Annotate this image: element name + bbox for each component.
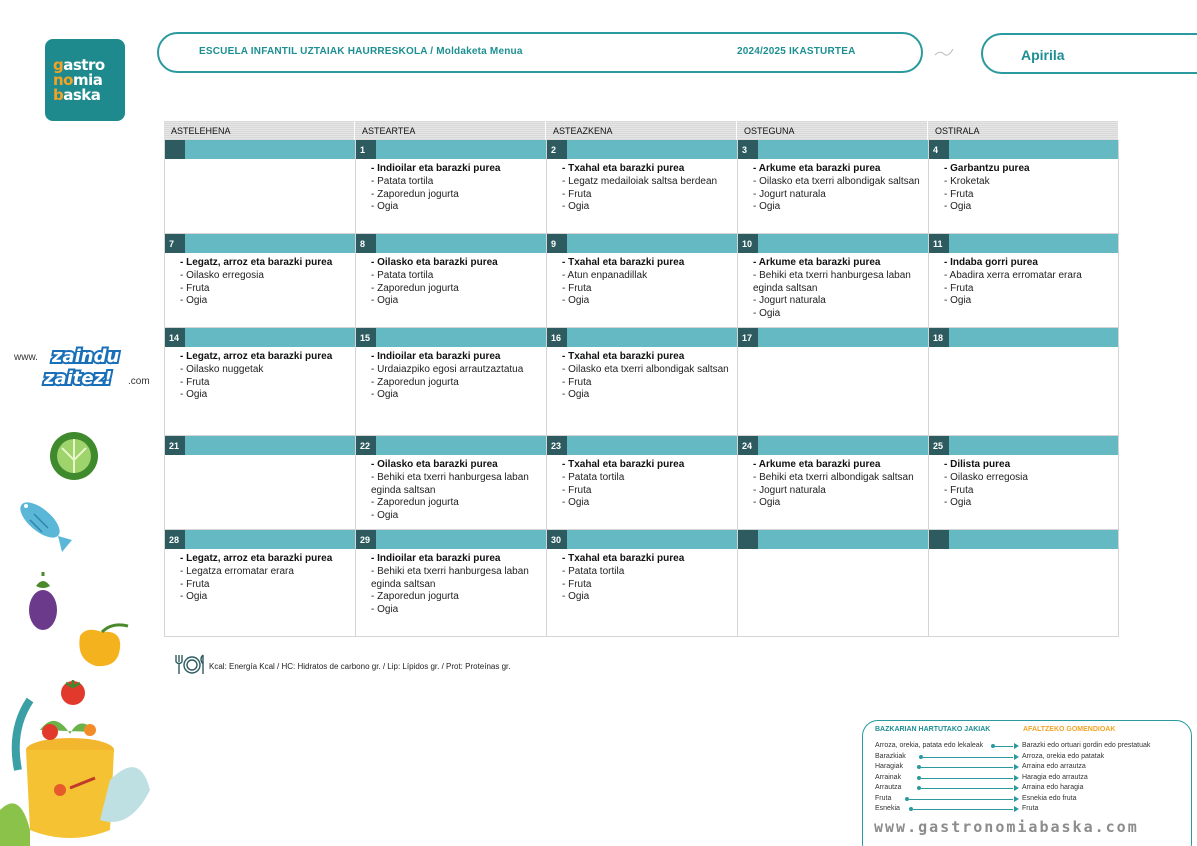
day-number-bar — [547, 530, 737, 549]
zaindu-word: zaindu — [52, 346, 120, 367]
menu-item: - Fruta — [944, 484, 974, 496]
school-title: ESCUELA INFANTIL UZTAIAK HAURRESKOLA / Moldaketa Menua — [199, 46, 523, 57]
day-number — [929, 530, 949, 549]
day-number-bar — [356, 328, 546, 347]
menu-item: - Jogurt naturala — [753, 188, 826, 200]
connector-line — [921, 778, 1013, 779]
logo-letter: g — [53, 55, 64, 74]
day-cell — [737, 436, 928, 530]
lunch-food: Esnekia — [875, 805, 900, 812]
day-number: 2 — [547, 140, 567, 159]
menu-item: - Ogia — [753, 201, 781, 213]
menu-item: - Abadira xerra erromatar erara — [944, 269, 1082, 281]
connector-line — [909, 799, 1013, 800]
menu-item: - Zaporedun jogurta — [371, 282, 459, 294]
day-number: 8 — [356, 234, 376, 253]
day-cell — [355, 234, 546, 328]
lunch-food: Arroza, orekia, patata edo lekaleak — [875, 742, 984, 749]
day-menu — [547, 549, 737, 636]
logo-letter: no — [53, 70, 73, 89]
day-cell — [546, 436, 737, 530]
dinner-suggestion: Esnekia edo fruta — [1022, 794, 1077, 802]
day-menu — [547, 159, 737, 233]
day-number: 14 — [165, 328, 185, 347]
day-menu — [165, 347, 355, 435]
day-menu — [929, 455, 1118, 529]
main-dish: - Txahal eta barazki purea — [562, 553, 685, 564]
main-dish: - Oilasko eta barazki purea — [371, 257, 498, 268]
lunch-food: Fruta — [875, 794, 892, 802]
menu-item: - Ogia — [371, 201, 399, 213]
menu-item: - Ogia — [562, 295, 590, 307]
day-number: 30 — [547, 530, 567, 549]
menu-item: - Ogia — [944, 295, 972, 307]
dinner-suggestion: Arraina edo arrautza — [1022, 763, 1086, 770]
menu-item: - Fruta — [562, 578, 592, 590]
day-menu — [929, 253, 1118, 327]
recommendation-row — [875, 774, 1175, 784]
menu-item: - Ogia — [180, 295, 208, 307]
menu-item: - Oilasko eta txerri albondigak saltsan — [753, 175, 920, 187]
day-number-bar — [165, 436, 355, 455]
lunch-foods-title: BAZKARIAN HARTUTAKO JAKIAK — [875, 726, 991, 733]
day-number: 17 — [738, 328, 758, 347]
day-cell — [737, 234, 928, 328]
menu-item: - Ogia — [562, 389, 590, 401]
menu-item: - Legatza erromatar erara — [180, 565, 294, 577]
menu-item: - Ogia — [944, 497, 972, 509]
main-dish: - Dilista purea — [944, 459, 1011, 470]
day-cell — [164, 234, 355, 328]
dinner-suggestions-title: AFALTZEKO GOMENDIOAK — [1023, 726, 1116, 733]
menu-item: - Behiki eta txerri hanburgesa laban eginda saltsan — [753, 269, 911, 294]
cooking-pot-illustration — [0, 690, 150, 846]
day-menu — [356, 253, 546, 327]
arrow-right-icon — [1014, 775, 1019, 781]
lunch-food: Arrautza — [875, 784, 902, 791]
day-menu — [547, 347, 737, 435]
day-number: 16 — [547, 328, 567, 347]
lunch-food: Arrainak — [875, 773, 902, 781]
day-number-bar — [929, 530, 1118, 549]
menu-item: - Ogia — [753, 308, 781, 320]
arrow-right-icon — [1014, 806, 1019, 812]
day-cell — [928, 436, 1119, 530]
day-number-bar — [738, 140, 928, 159]
pepper-icon — [72, 620, 132, 670]
fish-icon — [12, 492, 76, 556]
connector-line — [921, 767, 1013, 768]
calendar-week — [164, 436, 1119, 530]
day-cell — [164, 530, 355, 637]
logo-line — [53, 85, 125, 104]
day-number: 25 — [929, 436, 949, 455]
month-title: Apirila — [1021, 47, 1065, 63]
menu-item: - Oilasko nuggetak — [180, 363, 264, 375]
menu-item: - Patata tortila — [562, 471, 625, 483]
day-menu — [929, 159, 1118, 233]
nutrition-legend: Kcal: Energía Kcal / HC: Hidratos de carbono gr. / Lip: Lípidos gr. / Prot: Proteínas gr. — [209, 662, 511, 671]
day-number — [738, 530, 758, 549]
day-number: 11 — [929, 234, 949, 253]
menu-item: - Fruta — [562, 282, 592, 294]
day-number — [165, 140, 185, 159]
main-dish: - Txahal eta barazki purea — [562, 163, 685, 174]
day-number: 21 — [165, 436, 185, 455]
month-banner — [981, 33, 1197, 74]
day-cell — [928, 328, 1119, 436]
day-number: 9 — [547, 234, 567, 253]
menu-item: - Zaporedun jogurta — [371, 376, 459, 388]
day-menu — [165, 159, 355, 233]
cutlery-plate-icon — [173, 653, 205, 675]
day-cell — [546, 328, 737, 436]
menu-item: - Ogia — [371, 389, 399, 401]
menu-item: - Zaporedun jogurta — [371, 497, 459, 509]
logo-letter: b — [53, 85, 64, 104]
menu-item: - Ogia — [180, 389, 208, 401]
day-cell — [355, 530, 546, 637]
menu-item: - Patata tortila — [562, 565, 625, 577]
day-menu — [929, 549, 1118, 636]
zaitez-word: zaitez! — [44, 368, 113, 389]
weekday-label: OSTIRALA — [928, 121, 1119, 140]
arrow-right-icon — [1014, 785, 1019, 791]
menu-item: - Oilasko eta txerri albondigak saltsan — [562, 363, 729, 375]
arrow-right-icon — [1014, 796, 1019, 802]
recommendation-row — [875, 795, 1175, 805]
day-cell — [355, 328, 546, 436]
arrow-right-icon — [1014, 754, 1019, 760]
website-url[interactable]: www.gastronomiabaska.com — [874, 818, 1139, 836]
day-menu — [547, 455, 737, 529]
logo-text: mia — [72, 70, 103, 89]
menu-item: - Legatz medailoiak saltsa berdean — [562, 175, 718, 187]
day-number-bar — [165, 234, 355, 253]
day-menu — [165, 549, 355, 636]
zaindu-suffix: .com — [128, 376, 150, 387]
header-banner — [157, 32, 923, 73]
main-dish: - Arkume eta barazki purea — [753, 459, 881, 470]
calendar-week — [164, 328, 1119, 436]
menu-item: - Ogia — [562, 201, 590, 213]
menu-item: - Ogia — [371, 295, 399, 307]
main-dish: - Txahal eta barazki purea — [562, 459, 685, 470]
main-dish: - Txahal eta barazki purea — [562, 257, 685, 268]
scribble-icon — [934, 46, 954, 58]
main-dish: - Indioilar eta barazki purea — [371, 553, 501, 564]
lunch-food: Haragiak — [875, 763, 904, 770]
menu-item: - Urdaiazpiko egosi arrautzaztatua — [371, 363, 524, 375]
day-cell — [928, 140, 1119, 234]
menu-item: - Ogia — [371, 604, 399, 616]
recommendation-row — [875, 742, 1175, 752]
day-cell — [546, 234, 737, 328]
zaindu-zaitez-logo — [14, 340, 152, 400]
menu-item: - Behiki eta txerri hanburgesa laban eginda saltsan — [371, 565, 529, 590]
recommendation-row — [875, 805, 1175, 815]
gastronomia-baska-logo — [45, 39, 125, 121]
menu-item: - Ogia — [371, 510, 399, 522]
main-dish: - Legatz, arroz eta barazki purea — [180, 351, 333, 362]
logo-text: astro — [63, 55, 105, 74]
menu-item: - Patata tortila — [371, 269, 434, 281]
menu-item: - Kroketak — [944, 175, 990, 187]
menu-item: - Atun enpanadillak — [562, 269, 648, 281]
main-dish: - Indioilar eta barazki purea — [371, 351, 501, 362]
lettuce-icon — [48, 430, 100, 482]
menu-item: - Ogia — [562, 591, 590, 603]
dinner-suggestion: Arraina edo haragia — [1022, 784, 1084, 791]
day-number-bar — [929, 140, 1118, 159]
day-number-bar — [165, 328, 355, 347]
day-number-bar — [547, 234, 737, 253]
day-menu — [165, 455, 355, 529]
menu-item: - Fruta — [944, 188, 974, 200]
day-number-bar — [738, 234, 928, 253]
day-number: 3 — [738, 140, 758, 159]
menu-item: - Behiki eta txerri hanburgesa laban eginda saltsan — [371, 471, 529, 496]
calendar-week — [164, 234, 1119, 328]
day-number-bar — [738, 436, 928, 455]
menu-item: - Jogurt naturala — [753, 484, 826, 496]
connector-line — [913, 809, 1013, 810]
day-menu — [356, 549, 546, 636]
menu-item: - Jogurt naturala — [753, 295, 826, 307]
day-menu — [738, 253, 928, 327]
day-menu — [547, 253, 737, 327]
main-dish: - Arkume eta barazki purea — [753, 257, 881, 268]
menu-item: - Ogia — [562, 497, 590, 509]
day-number: 10 — [738, 234, 758, 253]
menu-item: - Oilasko erregosia — [180, 269, 264, 281]
menu-item: - Fruta — [944, 282, 974, 294]
day-number-bar — [929, 436, 1118, 455]
day-number-bar — [929, 328, 1118, 347]
day-menu — [356, 159, 546, 233]
day-number: 29 — [356, 530, 376, 549]
day-number-bar — [738, 328, 928, 347]
menu-item: - Ogia — [753, 497, 781, 509]
weekday-label: ASTEAZKENA — [546, 121, 737, 140]
zaindu-prefix: www. — [14, 352, 38, 363]
day-cell — [355, 140, 546, 234]
day-cell — [164, 436, 355, 530]
main-dish: - Oilasko eta barazki purea — [371, 459, 498, 470]
day-cell — [546, 530, 737, 637]
school-year: 2024/2025 IKASTURTEA — [737, 46, 856, 57]
day-number: 1 — [356, 140, 376, 159]
dinner-suggestion: Fruta — [1022, 805, 1039, 812]
day-menu — [929, 347, 1118, 435]
menu-item: - Behiki eta txerri albondigak saltsan — [753, 471, 914, 483]
day-number: 23 — [547, 436, 567, 455]
recommendation-row — [875, 753, 1175, 763]
menu-item: - Ogia — [944, 201, 972, 213]
day-menu — [738, 455, 928, 529]
day-number-bar — [165, 530, 355, 549]
day-number: 7 — [165, 234, 185, 253]
day-cell — [928, 530, 1119, 637]
main-dish: - Indaba gorri purea — [944, 257, 1038, 268]
day-number-bar — [738, 530, 928, 549]
weekday-header — [164, 121, 1119, 140]
connector-line — [921, 788, 1013, 789]
day-number-bar — [547, 436, 737, 455]
calendar-week — [164, 140, 1119, 234]
calendar-week — [164, 530, 1119, 637]
day-menu — [356, 347, 546, 435]
day-number: 18 — [929, 328, 949, 347]
day-cell — [355, 436, 546, 530]
lunch-food: Barazkiak — [875, 752, 906, 760]
day-menu — [738, 347, 928, 435]
main-dish: - Legatz, arroz eta barazki purea — [180, 553, 333, 564]
menu-item: - Patata tortila — [371, 175, 434, 187]
dinner-suggestion: Arroza, orekia edo patatak — [1022, 752, 1105, 760]
menu-item: - Zaporedun jogurta — [371, 591, 459, 603]
logo-text: aska — [63, 85, 101, 104]
connector-line — [923, 757, 1013, 758]
menu-item: - Fruta — [562, 188, 592, 200]
recommendation-row — [875, 763, 1175, 773]
menu-item: - Fruta — [180, 578, 210, 590]
menu-item: - Fruta — [562, 484, 592, 496]
day-number-bar — [547, 140, 737, 159]
day-cell — [164, 140, 355, 234]
weekday-label: ASTEARTEA — [355, 121, 546, 140]
eggplant-icon — [24, 572, 64, 632]
calendar-weeks — [164, 140, 1119, 637]
main-dish: - Arkume eta barazki purea — [753, 163, 881, 174]
menu-calendar — [164, 121, 1119, 637]
day-cell — [737, 328, 928, 436]
day-number-bar — [165, 140, 355, 159]
dinner-suggestion: Haragia edo arrautza — [1022, 773, 1088, 781]
day-number-bar — [356, 140, 546, 159]
main-dish: - Garbantzu purea — [944, 163, 1030, 174]
weekday-label: ASTELEHENA — [164, 121, 355, 140]
main-dish: - Txahal eta barazki purea — [562, 351, 685, 362]
menu-item: - Oilasko erregosia — [944, 471, 1028, 483]
day-cell — [164, 328, 355, 436]
main-dish: - Indioilar eta barazki purea — [371, 163, 501, 174]
day-number: 4 — [929, 140, 949, 159]
day-cell — [737, 140, 928, 234]
main-dish: - Legatz, arroz eta barazki purea — [180, 257, 333, 268]
day-menu — [738, 549, 928, 636]
menu-item: - Fruta — [562, 376, 592, 388]
day-cell — [546, 140, 737, 234]
day-number-bar — [547, 328, 737, 347]
menu-item: - Zaporedun jogurta — [371, 188, 459, 200]
day-cell — [928, 234, 1119, 328]
day-menu — [356, 455, 546, 529]
day-number-bar — [929, 234, 1118, 253]
day-number-bar — [356, 530, 546, 549]
day-number-bar — [356, 234, 546, 253]
dinner-suggestion: Barazki edo ortuari gordin edo prestatuak — [1022, 742, 1151, 749]
day-number: 15 — [356, 328, 376, 347]
arrow-right-icon — [1014, 764, 1019, 770]
day-menu — [165, 253, 355, 327]
menu-item: - Ogia — [180, 591, 208, 603]
day-number-bar — [356, 436, 546, 455]
day-number: 22 — [356, 436, 376, 455]
connector-line — [995, 746, 1013, 747]
weekday-label: OSTEGUNA — [737, 121, 928, 140]
day-number: 24 — [738, 436, 758, 455]
recommendation-row — [875, 784, 1175, 794]
menu-item: - Fruta — [180, 376, 210, 388]
day-number: 28 — [165, 530, 185, 549]
menu-item: - Fruta — [180, 282, 210, 294]
arrow-right-icon — [1014, 743, 1019, 749]
day-menu — [738, 159, 928, 233]
day-cell — [737, 530, 928, 637]
